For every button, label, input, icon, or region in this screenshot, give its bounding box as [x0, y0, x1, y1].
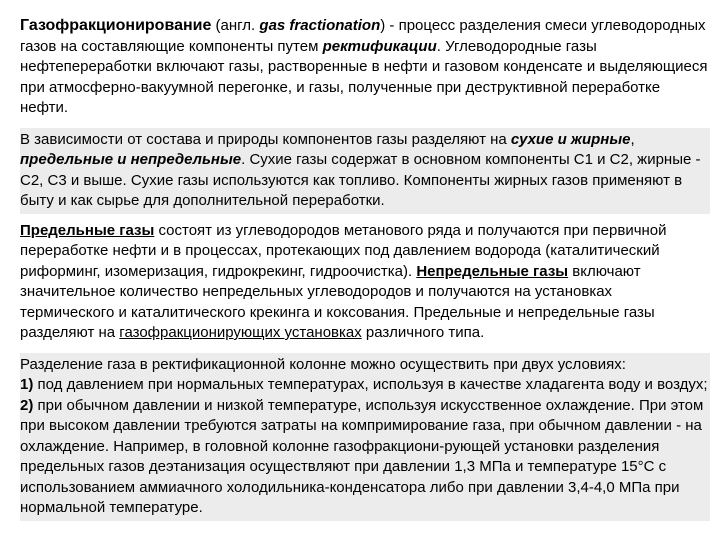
saturated-unsaturated-term: предельные и непредельные [20, 151, 242, 168]
text: . Сухие газы содержат в основном компоненты С1 и С2, жирные - С2, С3 и выше. Сухие газы используются как топливо. Компоненты жирных газов применяют в быту и как сырье для дополнительной переработки. [20, 151, 701, 209]
paragraph-definition [20, 16, 710, 121]
condition-number-1: 1) [20, 376, 34, 393]
paragraph-gas-types [20, 221, 710, 346]
rectification-term: ректификации [322, 37, 437, 55]
text: Разделение газа в ректификационной колонне можно осуществить при двух условиях: [20, 355, 626, 373]
text: при обычном давлении и низкой температуре, используя искусственное охлаждение. При этом при высоком давлении требуются затраты на компримирование газа, при обычном давлении - на охлаждение. Например, в головной колонне газофракциони-рующей установки разделения предельных газов деэтанизация осуществляют при давлении 1,3 МПа и температуре 15°С с использованием аммиачного холодильника-конденсатора либо при давлении 3,4-4,0 МПа при нормальной температуре. [20, 396, 704, 516]
unsaturated-gases-term: Непредельные газы [416, 262, 569, 280]
text: ) - процесс разделения смеси углеводородных газов на составляющие компоненты путем [20, 17, 706, 55]
condition-number-2: 2) [20, 396, 34, 414]
saturated-gases-term: Предельные газы [20, 221, 155, 239]
paragraph-conditions [20, 353, 710, 521]
text: состоят из углеводородов метанового ряда и получаются при первичной переработке нефти и в процессах, протекающих под давлением водорода (каталитический риформинг, изомеризация, гидрокрекинг, гидроочистка). [20, 221, 667, 280]
text: различного типа. [361, 324, 485, 341]
gas-fractionation-units-link[interactable]: газофракционирующих установках [119, 324, 362, 341]
term-heading: Газофракционирование [20, 17, 212, 34]
dry-fat-term: сухие и жирные [510, 130, 631, 148]
paragraph-classification [20, 128, 710, 214]
text: включают значительное количество непредельных углеводородов и получаются на установках термического и каталитического крекинга и коксования. Предельные и непредельные газы разделяют на [20, 262, 655, 341]
text: под давлением при нормальных температурах, используя в качестве хладагента воду и воздух; [33, 376, 708, 393]
text: . Углеводородные газы нефтепереработки включают газы, растворенные в нефти и газовом конденсате и выделяющиеся при атмосферно-вакуумной перегонке, и газы, полученные при деструктивной переработке нефти. [20, 37, 708, 116]
document-page [20, 16, 710, 521]
text: , [630, 130, 635, 148]
text: (англ. [211, 17, 260, 34]
english-term: gas fractionation [259, 17, 381, 34]
text: В зависимости от состава и природы компонентов газы разделяют на [20, 130, 511, 148]
